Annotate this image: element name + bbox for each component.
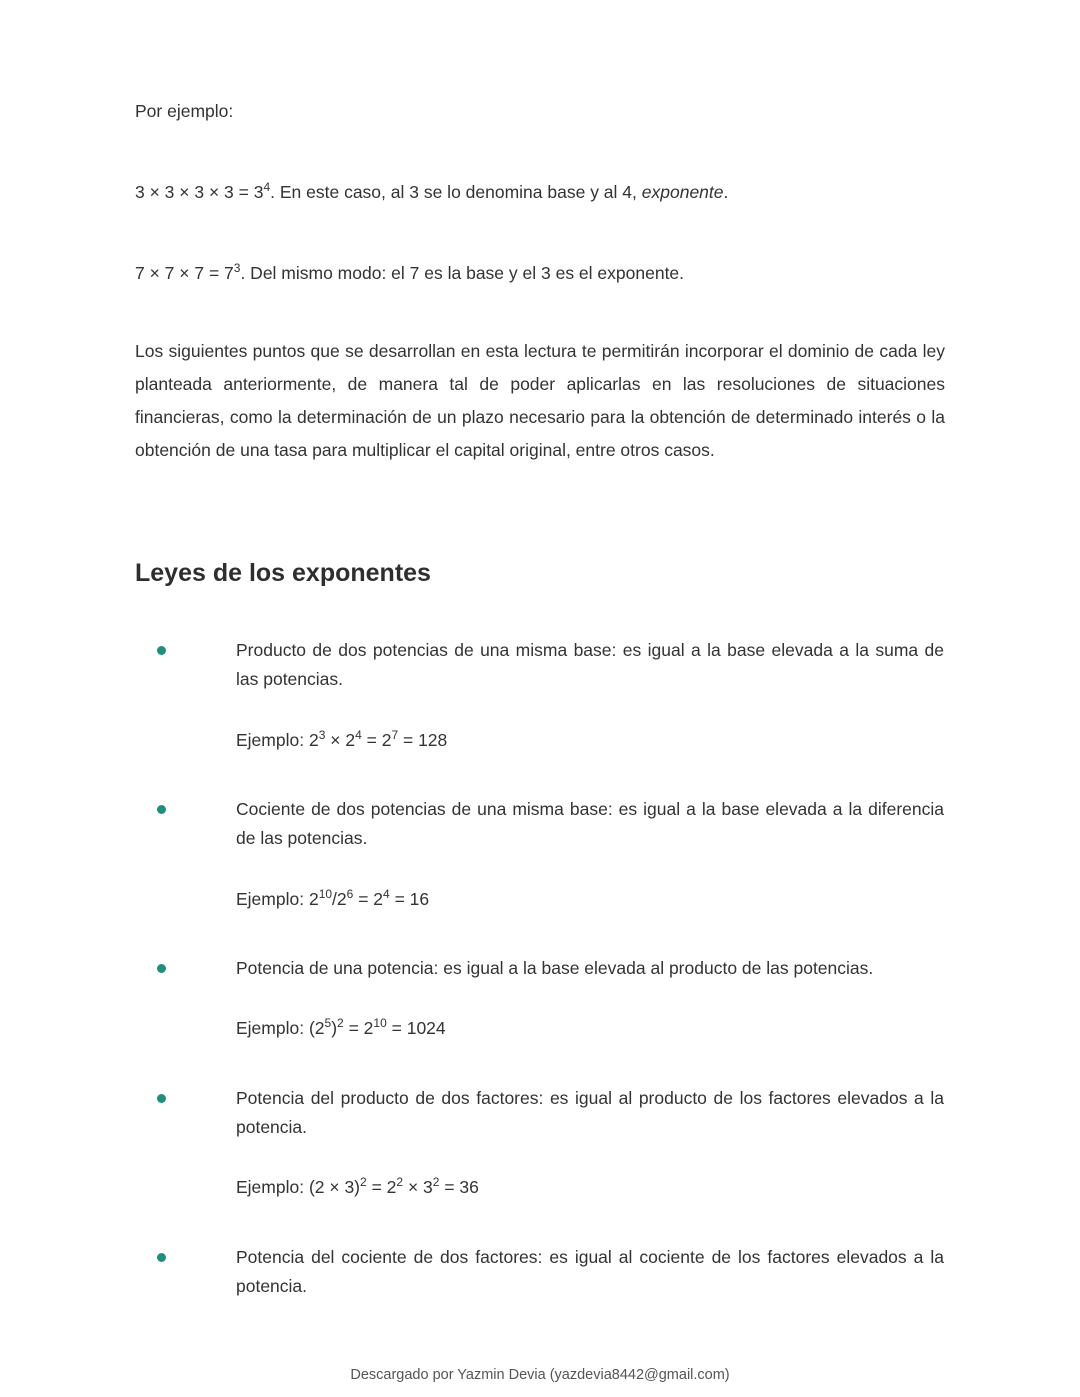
example-1-expression: 3 × 3 × 3 × 3 = 3 [135, 182, 264, 202]
example-line-2 [135, 261, 684, 285]
law-4-example-part: = 2 [366, 1177, 397, 1197]
law-4-example-exp: 2 [360, 1175, 367, 1189]
law-3-text: Potencia de una potencia: es igual a la base elevada al producto de las potencias. [236, 958, 874, 978]
law-4-example-part: Ejemplo: (2 × 3) [236, 1177, 361, 1197]
law-2-example [236, 887, 429, 911]
law-3-example-part: = 1024 [386, 1018, 446, 1038]
law-1-text: Producto de dos potencias de una misma base: es igual a la base elevada a la suma de las potencias. [236, 640, 944, 689]
law-3-example-exp: 2 [337, 1016, 344, 1030]
example-1-end: . [723, 182, 729, 202]
example-1-italic-term: exponente [641, 182, 724, 202]
law-5-text: Potencia del cociente de dos factores: es igual al cociente de los factores elevados a la potencia. [236, 1247, 944, 1296]
bullet-icon [157, 805, 166, 814]
bullet-icon [157, 964, 166, 973]
bullet-icon [157, 646, 166, 655]
law-2-example-part: = 2 [353, 889, 384, 909]
example-line-1 [135, 180, 728, 204]
law-1-example-part: = 128 [398, 730, 448, 750]
law-3-example-exp: 10 [373, 1016, 387, 1030]
law-4-text: Potencia del producto de dos factores: es igual al producto de los factores elevados a la potencia. [236, 1088, 944, 1137]
bullet-icon [157, 1253, 166, 1262]
intro-label: Por ejemplo: [135, 101, 234, 121]
law-2-example-exp: 6 [346, 887, 354, 901]
law-1-example-part: = 2 [361, 730, 392, 750]
law-2-example-part: = 16 [389, 889, 430, 909]
law-3-example-exp: 5 [324, 1016, 332, 1030]
law-2-example-exp: 4 [383, 887, 390, 901]
law-3-example-part: Ejemplo: (2 [236, 1018, 325, 1038]
law-1-example-exp: 4 [355, 728, 362, 742]
intro-paragraph: Los siguientes puntos que se desarrollan en esta lectura te permitirán incorporar el dominio de cada ley planteada anteriormente, de manera tal de poder aplicarlas en las resoluciones de situaciones financieras, como la determinación de un plazo necesario para la obtención de determinado interés o la obtención de una tasa para multiplicar el capital original, entre otros casos. [135, 341, 945, 460]
download-footer: Descargado por Yazmin Devia (yazdevia8442@gmail.com) [350, 1367, 730, 1383]
law-1-example [236, 728, 447, 752]
law-1-example-exp: 3 [318, 728, 326, 742]
law-3-example-part: ) [331, 1018, 338, 1038]
law-3-example [236, 1016, 446, 1040]
law-2-text: Cociente de dos potencias de una misma base: es igual a la base elevada a la diferencia de las potencias. [236, 799, 944, 848]
law-1-example-exp: 7 [391, 728, 399, 742]
law-4-example-exp: 2 [396, 1175, 404, 1189]
law-2-example-part: /2 [332, 889, 347, 909]
example-2-text: . Del mismo modo: el 7 es la base y el 3 es el exponente. [240, 263, 685, 283]
law-1-example-part: Ejemplo: 2 [236, 730, 319, 750]
law-3-example-part: = 2 [343, 1018, 374, 1038]
law-4-example-part: = 36 [439, 1177, 479, 1197]
law-2-example-part: Ejemplo: 2 [236, 889, 319, 909]
law-1-example-part: × 2 [325, 730, 356, 750]
example-1-text: . En este caso, al 3 se lo denomina base y al 4, [270, 182, 642, 202]
law-4-example [236, 1175, 479, 1199]
law-4-example-exp: 2 [432, 1175, 440, 1189]
law-2-example-exp: 10 [318, 887, 333, 901]
example-1-exponent: 4 [263, 180, 271, 194]
example-2-expression: 7 × 7 × 7 = 7 [135, 263, 234, 283]
example-2-exponent: 3 [233, 261, 241, 275]
section-title: Leyes de los exponentes [135, 559, 431, 587]
law-4-example-part: × 3 [403, 1177, 433, 1197]
bullet-icon [157, 1094, 166, 1103]
